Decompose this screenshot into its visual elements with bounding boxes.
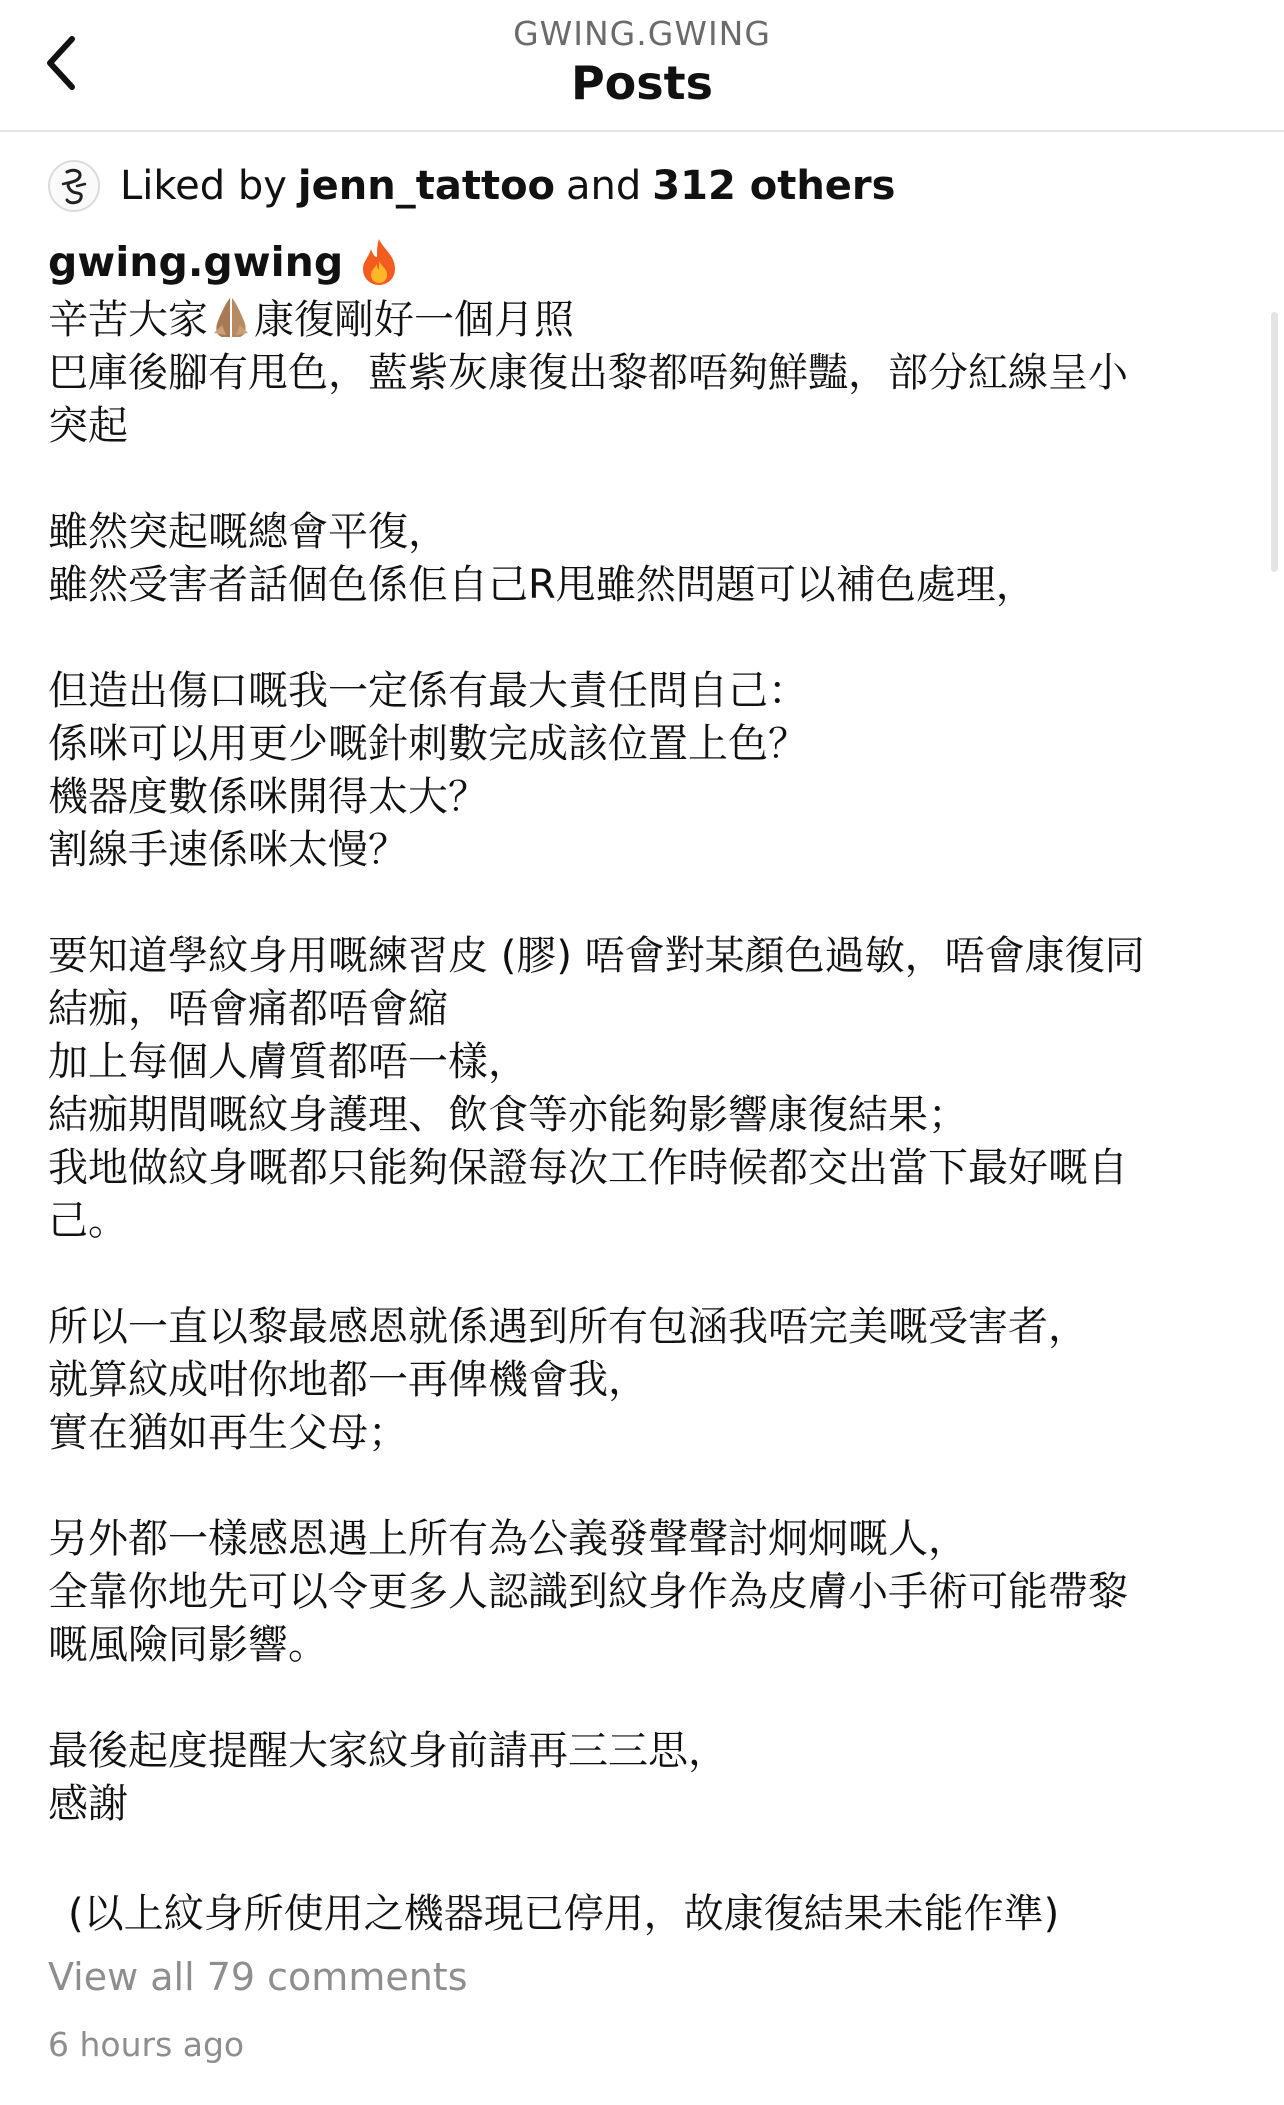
caption-line: 我地做紋身嘅都只能夠保證每次工作時候都交出當下最好嘅自 bbox=[48, 1145, 1128, 1191]
likes-prefix: Liked by bbox=[120, 163, 287, 209]
header-username: GWING.GWING bbox=[513, 14, 771, 53]
liker-username[interactable]: jenn_tattoo bbox=[297, 163, 556, 209]
top-nav-bar bbox=[0, 0, 1284, 132]
caption-line: 己。 bbox=[48, 1198, 128, 1244]
caption-line: 結痂，唔會痛都唔會縮 bbox=[48, 986, 448, 1032]
caption-line: 要知道學紋身用嘅練習皮 (膠) 唔會對某顏色過敏，唔會康復同 bbox=[48, 933, 1145, 979]
caption-line: 最後起度提醒大家紋身前請再三三思， bbox=[48, 1728, 728, 1774]
likes-connector: and bbox=[566, 163, 642, 209]
caption-line: 結痂期間嘅紋身護理、飲食等亦能夠影響康復結果； bbox=[48, 1092, 968, 1138]
caption-line: 突起 bbox=[48, 403, 128, 449]
caption-first-line-start: 辛苦大家 bbox=[48, 297, 208, 343]
scrollbar[interactable] bbox=[1271, 312, 1278, 572]
caption-line: 感謝 bbox=[48, 1781, 128, 1827]
avatar-logo bbox=[57, 166, 91, 206]
caption-line bbox=[48, 877, 1228, 930]
caption-line: 就算紋成咁你地都一再俾機會我， bbox=[48, 1357, 648, 1403]
caption-line: 全靠你地先可以令更多人認識到紋身作為皮膚小手術可能帶黎 bbox=[48, 1569, 1128, 1615]
caption-line: 巴庫後腳有甩色，藍紫灰康復出黎都唔夠鮮豔，部分紅線呈小 bbox=[48, 350, 1128, 396]
caption-line bbox=[48, 1672, 1228, 1725]
caption-line bbox=[48, 1831, 1228, 1884]
likes-others-count[interactable]: 312 others bbox=[652, 163, 896, 209]
caption-line: 實在猶如再生父母； bbox=[48, 1410, 408, 1456]
caption-line bbox=[48, 453, 1228, 506]
caption-line: 所以一直以黎最感恩就係遇到所有包涵我唔完美嘅受害者， bbox=[48, 1304, 1088, 1350]
caption-line: 係咪可以用更少嘅針刺數完成該位置上色？ bbox=[48, 721, 808, 767]
caption-line bbox=[48, 612, 1228, 665]
caption-line: 雖然突起嘅總會平復， bbox=[48, 509, 448, 555]
post-timestamp: 6 hours ago bbox=[48, 2025, 245, 2064]
page-title: Posts bbox=[570, 56, 714, 110]
caption-line: 雖然受害者話個色係佢自己R甩雖然問題可以補色處理， bbox=[48, 562, 1036, 608]
caption-first-line bbox=[48, 294, 1228, 347]
caption-line: 但造出傷口嘅我一定係有最大責任問自己： bbox=[48, 668, 808, 714]
caption-line: 加上每個人膚質都唔一樣， bbox=[48, 1039, 528, 1085]
caption-line: 割線手速係咪太慢？ bbox=[48, 827, 408, 873]
caption-line: 嘅風險同影響。 bbox=[48, 1622, 328, 1668]
fire-icon bbox=[359, 237, 399, 287]
avatar[interactable] bbox=[48, 160, 100, 212]
caption-body bbox=[48, 347, 1228, 1884]
caption-note: (以上紋身所使用之機器現已停用，故康復結果未能作準) bbox=[68, 1891, 1060, 1937]
folded-hands-icon bbox=[210, 295, 252, 339]
view-all-comments-link[interactable]: View all 79 comments bbox=[48, 1955, 468, 1999]
caption-line bbox=[48, 1248, 1228, 1301]
caption-line: 另外都一樣感恩遇上所有為公義發聲聲討炯炯嘅人， bbox=[48, 1516, 968, 1562]
caption-header bbox=[48, 232, 1228, 292]
caption-line bbox=[48, 1460, 1228, 1513]
post-caption bbox=[48, 232, 1228, 1941]
likes-summary bbox=[48, 158, 895, 214]
caption-username[interactable]: gwing.gwing bbox=[48, 237, 344, 286]
caption-first-line-end: 康復剛好一個月照 bbox=[254, 297, 574, 343]
caption-line: 機器度數係咪開得太大？ bbox=[48, 774, 488, 820]
